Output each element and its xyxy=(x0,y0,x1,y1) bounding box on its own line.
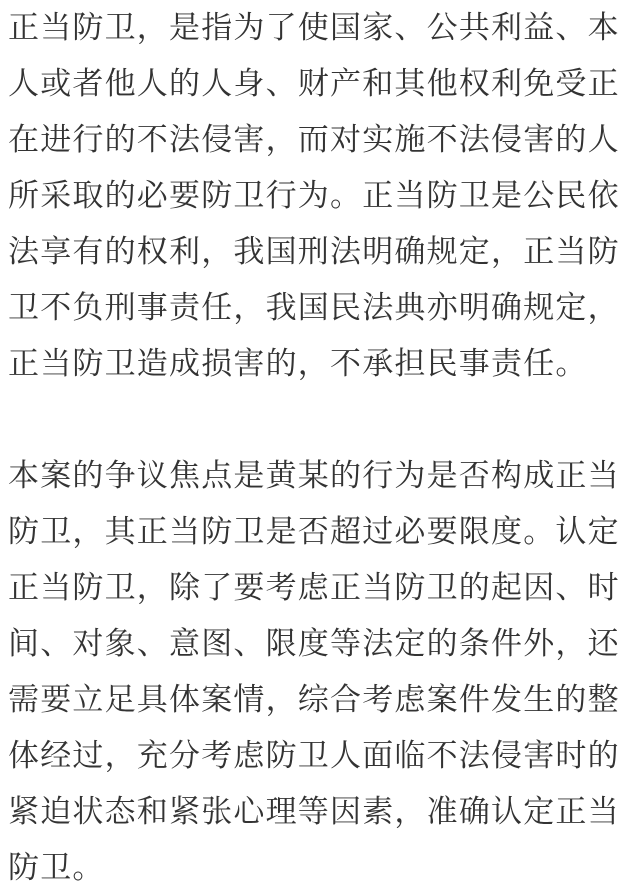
paragraph-line: 正当防卫，除了要考虑正当防卫的起因、时 xyxy=(8,570,620,606)
paragraph-line: 需要立足具体案情，综合考虑案件发生的整 xyxy=(8,682,620,718)
paragraph-1 xyxy=(8,0,632,392)
paragraph-line: 卫不负刑事责任，我国民法典亦明确规定， xyxy=(8,290,620,326)
paragraph-line: 本案的争议焦点是黄某的行为是否构成正当 xyxy=(8,458,620,494)
paragraph-line: 防卫，其正当防卫是否超过必要限度。认定 xyxy=(8,514,620,550)
paragraph-line: 所采取的必要防卫行为。正当防卫是公民依 xyxy=(8,178,620,214)
paragraph-line: 体经过，充分考虑防卫人面临不法侵害时的 xyxy=(8,738,620,774)
paragraph-line: 防卫。 xyxy=(8,850,105,886)
paragraph-line: 在进行的不法侵害，而对实施不法侵害的人 xyxy=(8,122,620,158)
paragraph-2 xyxy=(8,448,632,896)
paragraph-line: 人或者他人的人身、财产和其他权利免受正 xyxy=(8,66,620,102)
paragraph-line: 间、对象、意图、限度等法定的条件外，还 xyxy=(8,626,620,662)
article-body xyxy=(8,0,632,896)
paragraph-line: 正当防卫造成损害的，不承担民事责任。 xyxy=(8,346,588,382)
paragraph-line: 紧迫状态和紧张心理等因素，准确认定正当 xyxy=(8,794,620,830)
paragraph-spacer xyxy=(8,392,632,448)
paragraph-line: 法享有的权利，我国刑法明确规定，正当防 xyxy=(8,234,620,270)
paragraph-line: 正当防卫，是指为了使国家、公共利益、本 xyxy=(8,10,620,46)
